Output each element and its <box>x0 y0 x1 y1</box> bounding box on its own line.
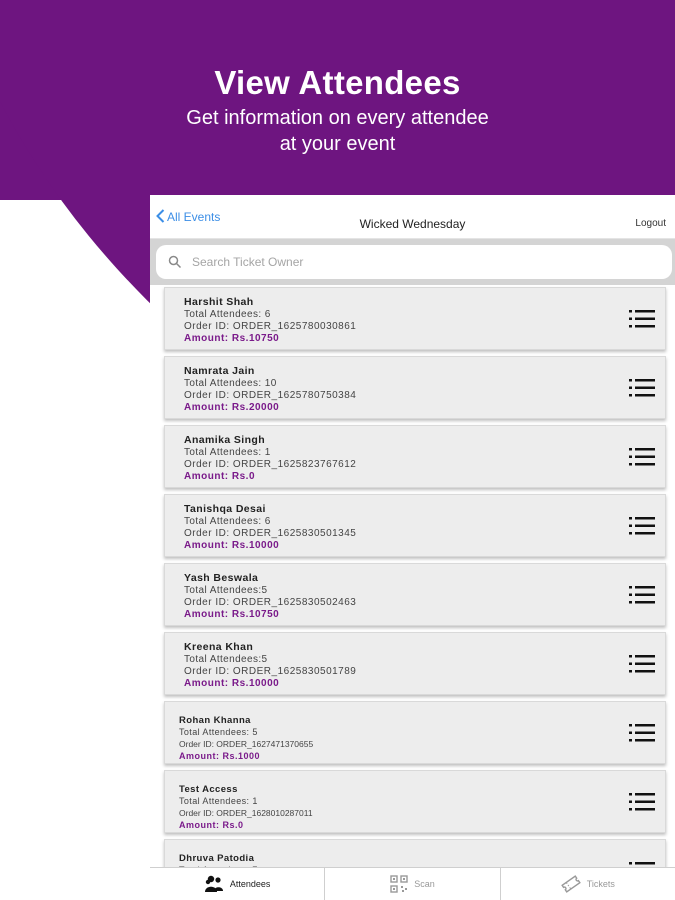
promo-subline-line-2: at your event <box>279 133 396 155</box>
attendee-card[interactable] <box>164 287 666 350</box>
navigation-bar <box>150 195 675 239</box>
attendee-order-id: Order ID: ORDER_1625780030861 <box>184 321 357 332</box>
attendee-card[interactable] <box>164 356 666 419</box>
attendee-order-id: Order ID: ORDER_1625823767612 <box>184 459 357 470</box>
attendee-amount: Amount: Rs.10000 <box>184 540 280 551</box>
people-icon <box>204 875 224 893</box>
search-field[interactable] <box>156 245 672 279</box>
tab-tickets[interactable] <box>501 868 675 900</box>
logout-button[interactable]: Logout <box>635 218 666 229</box>
tab-bar <box>150 867 675 900</box>
list-menu-icon[interactable] <box>629 653 655 675</box>
ticket-icon <box>561 875 581 893</box>
attendee-name: Anamika Singh <box>184 434 266 446</box>
back-button-label: All Events <box>167 210 221 224</box>
attendee-total: Total Attendees: 1 <box>184 447 271 458</box>
promo-subline-line-1: Get information on every attendee <box>186 107 489 129</box>
attendee-name: Tanishqa Desai <box>184 503 266 515</box>
attendee-name: Harshit Shah <box>184 296 254 308</box>
attendee-card[interactable] <box>164 770 666 833</box>
page-title: Wicked Wednesday <box>359 217 466 231</box>
tab-tickets-label: Tickets <box>586 879 615 889</box>
attendee-order-id: Order ID: ORDER_1625830501789 <box>184 666 357 677</box>
attendee-card[interactable] <box>164 563 666 626</box>
attendee-order-id: Order ID: ORDER_1628010287011 <box>179 808 313 818</box>
promo-subline <box>0 105 675 157</box>
attendee-total: Total Attendees:5 <box>184 585 268 596</box>
attendee-total: Total Attendees: 6 <box>184 309 271 320</box>
qr-code-icon <box>390 875 408 893</box>
attendee-card[interactable] <box>164 494 666 557</box>
attendee-card[interactable] <box>164 632 666 695</box>
attendee-total: Total Attendees:5 <box>184 654 268 665</box>
attendee-amount: Amount: Rs.10750 <box>184 609 280 620</box>
attendee-card[interactable] <box>164 425 666 488</box>
list-menu-icon[interactable] <box>629 515 655 537</box>
tab-attendees[interactable] <box>150 868 325 900</box>
search-icon <box>168 255 182 269</box>
attendee-amount: Amount: Rs.0 <box>179 820 244 830</box>
list-menu-icon[interactable] <box>629 446 655 468</box>
attendee-name: Rohan Khanna <box>179 715 251 726</box>
attendee-total: Total Attendees: 5 <box>179 727 258 737</box>
list-menu-icon[interactable] <box>629 791 655 813</box>
attendee-order-id: Order ID: ORDER_1625830501345 <box>184 528 357 539</box>
tab-scan[interactable] <box>325 868 500 900</box>
attendee-amount: Amount: Rs.10750 <box>184 333 280 344</box>
attendee-card[interactable] <box>164 701 666 764</box>
promo-headline: View Attendees <box>214 64 461 101</box>
attendee-amount: Amount: Rs.10000 <box>184 678 280 689</box>
attendee-amount: Amount: Rs.20000 <box>184 402 280 413</box>
search-bar <box>150 239 675 285</box>
attendee-order-id: Order ID: ORDER_1625780750384 <box>184 390 357 401</box>
tab-scan-label: Scan <box>414 879 435 889</box>
app-screen <box>150 195 675 900</box>
attendee-name: Test Access <box>179 784 238 795</box>
search-input[interactable] <box>192 255 642 269</box>
list-menu-icon[interactable] <box>629 722 655 744</box>
attendee-name: Kreena Khan <box>184 641 254 653</box>
list-menu-icon[interactable] <box>629 308 655 330</box>
list-menu-icon[interactable] <box>629 584 655 606</box>
attendee-name: Yash Beswala <box>184 572 259 584</box>
attendee-total: Total Attendees: 1 <box>179 796 258 806</box>
tab-attendees-label: Attendees <box>229 879 271 889</box>
attendee-name: Namrata Jain <box>184 365 255 377</box>
attendee-total: Total Attendees: 6 <box>184 516 271 527</box>
attendee-name: Dhruva Patodia <box>179 853 255 864</box>
list-menu-icon[interactable] <box>629 377 655 399</box>
attendee-amount: Amount: Rs.0 <box>184 471 255 482</box>
attendee-order-id: Order ID: ORDER_1625830502463 <box>184 597 357 608</box>
attendee-amount: Amount: Rs.1000 <box>179 751 261 761</box>
attendee-list <box>164 287 666 900</box>
attendee-order-id: Order ID: ORDER_1627471370655 <box>179 739 314 749</box>
attendee-total: Total Attendees: 10 <box>184 378 277 389</box>
